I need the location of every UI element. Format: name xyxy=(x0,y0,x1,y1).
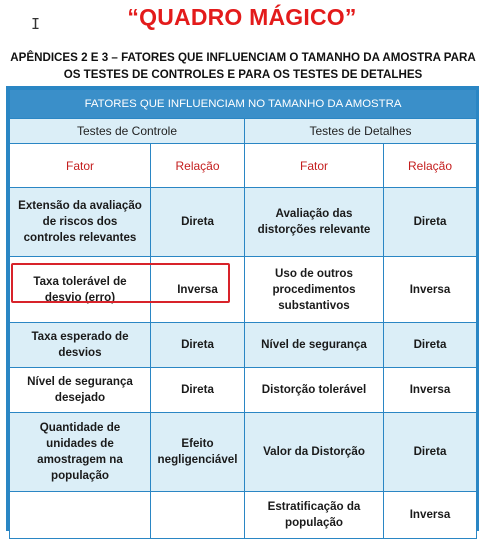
detalhes-relacao: Inversa xyxy=(384,368,477,413)
detalhes-fator: Uso de outros procedimentos substantivos xyxy=(245,257,384,323)
detalhes-fator: Avaliação das distorções relevante xyxy=(245,188,384,257)
controle-relacao: Inversa xyxy=(151,257,245,323)
detalhes-fator: Valor da Distorção xyxy=(245,413,384,492)
col-header-fator-detalhes: Fator xyxy=(245,144,384,188)
detalhes-relacao: Inversa xyxy=(384,492,477,539)
controle-fator: Taxa esperado de desvios xyxy=(10,323,151,368)
page-title: “QUADRO MÁGICO” xyxy=(127,4,357,30)
table-row xyxy=(10,368,477,413)
controle-relacao: Direta xyxy=(151,368,245,413)
detalhes-relacao: Direta xyxy=(384,188,477,257)
table-row xyxy=(10,323,477,368)
controle-fator: Nível de segurança desejado xyxy=(10,368,151,413)
detalhes-relacao: Direta xyxy=(384,413,477,492)
controle-fator: Extensão da avaliação de riscos dos controles relevantes xyxy=(10,188,151,257)
controle-fator: Quantidade de unidades de amostragem na população xyxy=(10,413,151,492)
factors-table xyxy=(6,86,479,531)
detalhes-relacao: Inversa xyxy=(384,257,477,323)
col-header-fator-controle: Fator xyxy=(10,144,151,188)
detalhes-fator: Nível de segurança xyxy=(245,323,384,368)
detalhes-fator: Estratificação da população xyxy=(245,492,384,539)
controle-relacao: Efeito negligenciável xyxy=(151,413,245,492)
table-main-header: FATORES QUE INFLUENCIAM NO TAMANHO DA AMOSTRA xyxy=(10,90,477,119)
controle-relacao: Direta xyxy=(151,188,245,257)
group-header-detalhes: Testes de Detalhes xyxy=(245,119,477,144)
controle-fator xyxy=(10,492,151,539)
table-row xyxy=(10,188,477,257)
detalhes-relacao: Direta xyxy=(384,323,477,368)
table-row xyxy=(10,492,477,539)
controle-relacao xyxy=(151,492,245,539)
controle-fator: Taxa tolerável de desvio (erro) xyxy=(10,257,151,323)
controle-relacao: Direta xyxy=(151,323,245,368)
table-row xyxy=(10,413,477,492)
subtitle-line-2: OS TESTES DE CONTROLES E PARA OS TESTES DE DETALHES xyxy=(63,68,423,81)
detalhes-fator: Distorção tolerável xyxy=(245,368,384,413)
subtitle-line-1: APÊNDICES 2 E 3 – FATORES QUE INFLUENCIAM O TAMANHO DA AMOSTRA PARA xyxy=(10,51,476,64)
col-header-relacao-controle: Relação xyxy=(151,144,245,188)
page-subtitle xyxy=(4,49,482,83)
col-header-relacao-detalhes: Relação xyxy=(384,144,477,188)
text-cursor-icon: I xyxy=(31,15,41,33)
group-header-controle: Testes de Controle xyxy=(10,119,245,144)
highlight-box xyxy=(11,263,230,303)
